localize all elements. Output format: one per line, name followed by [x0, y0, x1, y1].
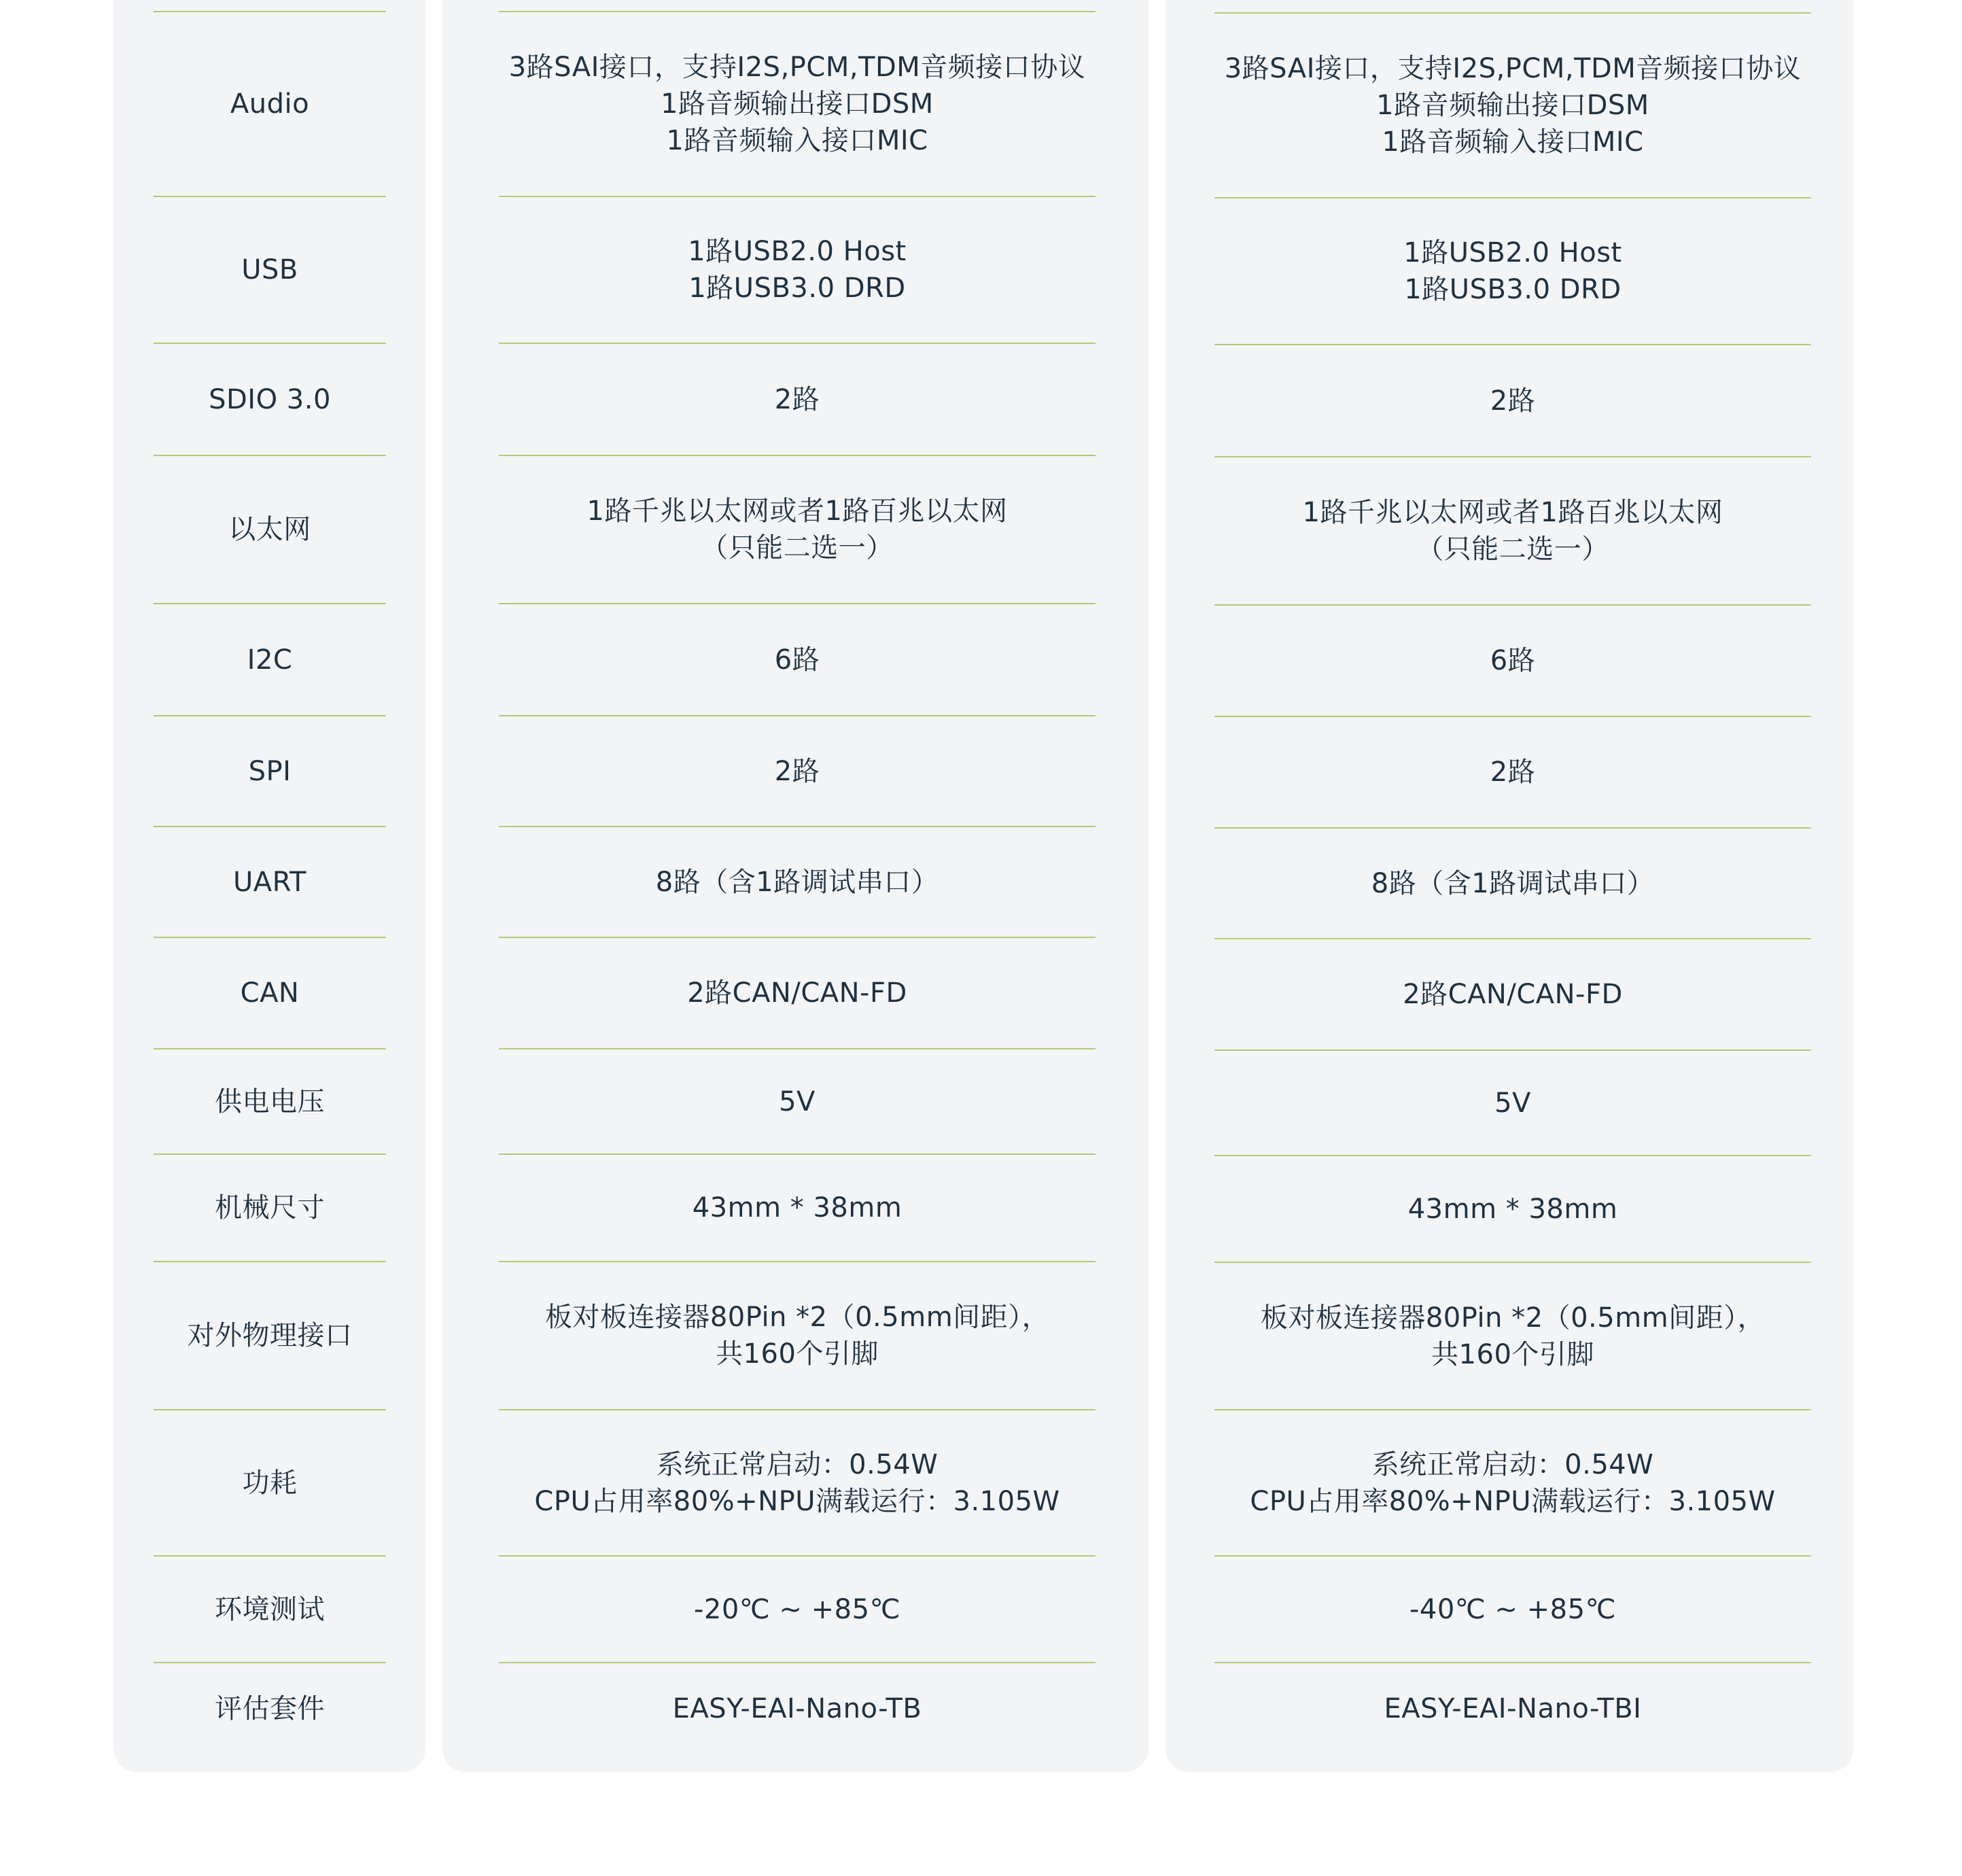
spec-label-cell: [154, 197, 386, 343]
nano-tbi-value-cell: [1214, 345, 1811, 456]
nano-tbi-value-cell: [1214, 1663, 1811, 1754]
spec-value-line: 1路千兆以太网或者1路百兆以太网: [586, 496, 1008, 527]
spec-label: 机械尺寸: [215, 1192, 325, 1223]
nano-tb-value-cell: [499, 1410, 1096, 1555]
spec-value-line: 1路音频输出接口DSM: [1376, 90, 1649, 121]
spec-value-line: 1路音频输出接口DSM: [661, 88, 934, 120]
spec-value-line: 3路SAI接口，支持I2S,PCM,TDM音频接口协议: [1224, 53, 1802, 84]
spec-label: Audio: [230, 88, 310, 120]
nano-tb-value-cell: [499, 716, 1096, 826]
spec-value-line: 1路USB2.0 Host: [1403, 237, 1622, 268]
nano-tb-value-cell: [499, 344, 1096, 455]
spec-label-cell: [154, 1557, 386, 1662]
spec-value-line: 共160个引脚: [1431, 1338, 1594, 1370]
nano-tb-value-cell: [499, 604, 1096, 715]
nano-tb-value-cell: [499, 1049, 1096, 1153]
spec-label-cell: [154, 1410, 386, 1555]
spec-label: CAN: [240, 977, 300, 1009]
spec-value-line: 共160个引脚: [716, 1338, 879, 1370]
spec-value-line: 2路: [774, 755, 820, 787]
nano-tbi-value-cell: [1214, 457, 1811, 604]
spec-value-line: 2路CAN/CAN-FD: [1403, 979, 1623, 1010]
spec-value-line: 1路音频输入接口MIC: [666, 125, 928, 156]
spec-value-line: （只能二选一）: [1416, 534, 1609, 565]
spec-label-cell: [154, 716, 386, 826]
spec-value-line: 43mm * 38mm: [692, 1192, 903, 1223]
spec-value-line: 6路: [1490, 645, 1536, 676]
spec-label: 对外物理接口: [187, 1320, 353, 1351]
spec-label: SPI: [248, 755, 292, 787]
spec-label: UART: [233, 866, 306, 898]
spec-label-cell: [154, 1663, 386, 1754]
spec-value-line: 2路: [1490, 385, 1536, 417]
spec-label-cell: [154, 938, 386, 1048]
nano-tbi-value-cell: [1214, 606, 1811, 716]
spec-label-cell: [154, 1049, 386, 1153]
spec-value-line: 系统正常启动：0.54W: [1371, 1448, 1654, 1480]
nano-tb-value-cell: [499, 12, 1096, 196]
nano-tb-value-cell: [499, 827, 1096, 937]
spec-value-line: EASY-EAI-Nano-TB: [672, 1692, 922, 1724]
spec-label: 环境测试: [215, 1593, 325, 1625]
nano-tb-value-cell: [499, 1557, 1096, 1662]
spec-value-line: 43mm * 38mm: [1407, 1193, 1618, 1225]
spec-label: 以太网: [228, 514, 311, 545]
nano-tbi-value-cell: [1214, 717, 1811, 827]
nano-tb-value-cell: [499, 1155, 1096, 1261]
nano-tbi-value-cell: [1214, 14, 1811, 197]
spec-value-line: 5V: [1494, 1087, 1531, 1119]
spec-label: USB: [241, 254, 298, 285]
nano-tb-value-cell: [499, 938, 1096, 1048]
nano-tb-value-cell: [499, 197, 1096, 343]
spec-label: 供电电压: [215, 1085, 325, 1117]
spec-label: 功耗: [242, 1467, 298, 1499]
nano-tbi-value-cell: [1214, 1557, 1811, 1662]
spec-label-cell: [154, 827, 386, 937]
spec-value-line: -40℃ ~ +85℃: [1409, 1593, 1617, 1625]
nano-tb-value-cell: [499, 1262, 1096, 1409]
spec-label-cell: [154, 604, 386, 715]
spec-value-line: 3路SAI接口，支持I2S,PCM,TDM音频接口协议: [508, 52, 1086, 83]
spec-value-line: 1路USB3.0 DRD: [1404, 274, 1622, 305]
spec-value-line: 2路: [1490, 757, 1536, 788]
nano-tbi-value-cell: [1214, 1263, 1811, 1409]
spec-value-line: CPU占用率80%+NPU满载运行：3.105W: [1250, 1485, 1776, 1517]
spec-value-line: 1路音频输入接口MIC: [1382, 126, 1644, 158]
spec-label-cell: [154, 456, 386, 603]
spec-value-line: 2路CAN/CAN-FD: [687, 977, 907, 1009]
spec-label-cell: [154, 344, 386, 455]
nano-tb-value-cell: [499, 456, 1096, 603]
spec-value-line: 8路（含1路调试串口）: [1371, 867, 1655, 899]
spec-value-line: 1路USB2.0 Host: [688, 236, 907, 267]
nano-tbi-value-cell: [1214, 1156, 1811, 1262]
spec-value-line: 系统正常启动：0.54W: [656, 1448, 939, 1480]
spec-value-line: 2路: [774, 383, 820, 415]
spec-value-line: 5V: [779, 1085, 816, 1117]
spec-value-line: 板对板连接器80Pin *2（0.5mm间距），: [544, 1302, 1050, 1333]
spec-label-cell: [154, 1155, 386, 1261]
spec-label: I2C: [247, 644, 293, 676]
spec-value-line: 1路千兆以太网或者1路百兆以太网: [1302, 497, 1723, 528]
spec-label-cell: [154, 12, 386, 196]
nano-tbi-value-cell: [1214, 198, 1811, 344]
spec-value-line: 板对板连接器80Pin *2（0.5mm间距），: [1260, 1302, 1766, 1334]
spec-label: SDIO 3.0: [209, 383, 331, 415]
nano-tbi-value-cell: [1214, 1410, 1811, 1555]
spec-value-line: CPU占用率80%+NPU满载运行：3.105W: [534, 1485, 1060, 1517]
spec-value-line: 8路（含1路调试串口）: [655, 866, 939, 898]
nano-tbi-value-cell: [1214, 939, 1811, 1049]
nano-tbi-value-cell: [1214, 1051, 1811, 1155]
spec-label-cell: [154, 1262, 386, 1409]
spec-value-line: EASY-EAI-Nano-TBI: [1384, 1692, 1642, 1724]
spec-value-line: 1路USB3.0 DRD: [688, 273, 906, 304]
nano-tbi-value-cell: [1214, 829, 1811, 938]
spec-value-line: 6路: [774, 644, 820, 676]
spec-label: 评估套件: [215, 1692, 325, 1724]
nano-tb-value-cell: [499, 1663, 1096, 1754]
spec-value-line: -20℃ ~ +85℃: [693, 1593, 901, 1625]
spec-value-line: （只能二选一）: [701, 532, 894, 563]
